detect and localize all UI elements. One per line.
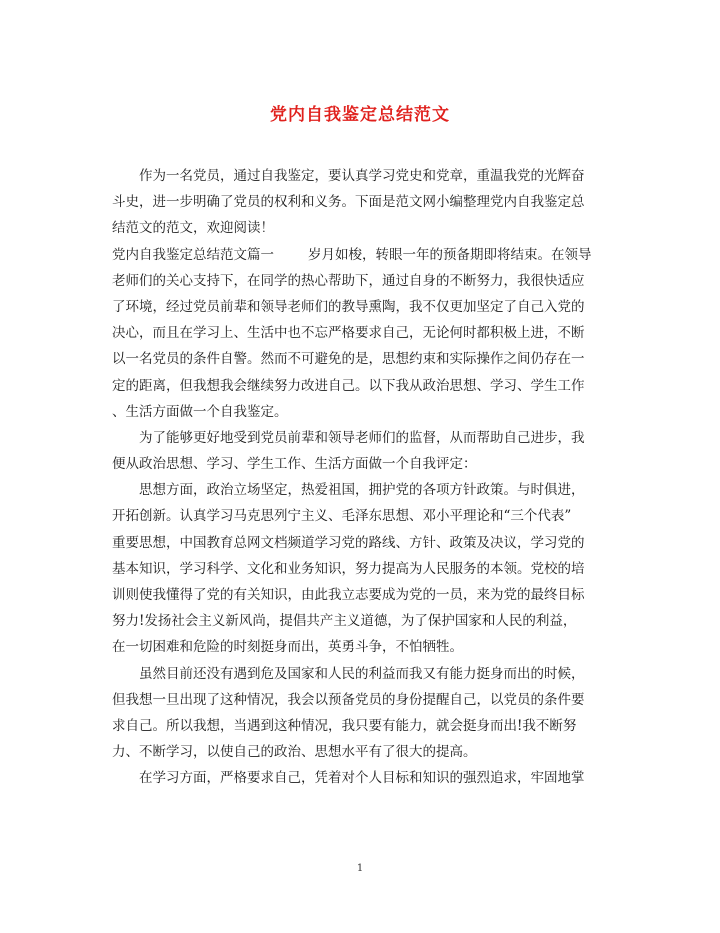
text-line [112, 189, 607, 215]
line-text: 党内自我鉴定总结范文篇一 [112, 246, 274, 263]
line-text: 了环境，经过党员前辈和领导老师们的教导熏陶，我不仅更加坚定了自己入党的 [112, 298, 585, 315]
text-line [112, 320, 607, 346]
line-text: 思想方面，政治立场坚定，热爱祖国，拥护党的各项方针政策。与时俱进， [139, 482, 585, 499]
line-text: 基本知识，学习科学、文化和业务知识，努力提高为人民服务的本领。党校的培 [112, 560, 585, 577]
text-line [112, 687, 607, 713]
text-line [112, 530, 607, 556]
document-title: 党内自我鉴定总结范文 [270, 105, 450, 125]
text-line [112, 294, 607, 320]
text-line [112, 556, 607, 582]
text-line [112, 765, 607, 791]
text-line [112, 477, 607, 503]
line-text: 求自己。所以我想，当遇到这种情况，我只要有能力，就会挺身而出!我不断努 [112, 717, 577, 734]
text-line [112, 425, 607, 451]
line-text-continued: 岁月如梭，转眼一年的预备期即将结束。在领导 [308, 246, 592, 263]
line-text: 但我想一旦出现了这种情况，我会以预备党员的身份提醒自己，以党员的条件要 [112, 691, 585, 708]
line-text: 便从政治思想、学习、学生工作、生活方面做一个自我评定： [112, 456, 477, 473]
text-line [112, 346, 607, 372]
line-text: 在一切困难和危险的时刻挺身而出，英勇斗争，不怕牺牲。 [112, 639, 463, 656]
line-text: 以一名党员的条件自警。然而不可避免的是，思想约束和实际操作之间仍存在一 [112, 351, 585, 368]
text-line [112, 739, 607, 765]
line-text: 结范文的范文，欢迎阅读！ [112, 220, 274, 237]
text-line [112, 399, 607, 425]
line-text: 训则使我懂得了党的有关知识，由此我立志要成为党的一员，来为党的最终目标 [112, 587, 585, 603]
line-text: 在学习方面，严格要求自己，凭着对个人目标和知识的强烈追求，牢固地掌 [139, 770, 585, 787]
line-text: 虽然目前还没有遇到危及国家和人民的利益而我又有能力挺身而出的时候， [139, 665, 585, 682]
text-line [112, 634, 607, 660]
line-text: 斗史，进一步明确了党员的权利和义务。下面是范文网小编整理党内自我鉴定总 [112, 194, 585, 211]
text-line [112, 713, 607, 739]
line-text: 决心，而且在学习上、生活中也不忘严格要求自己，无论何时都积极上进，不断 [112, 325, 585, 342]
document-body [112, 163, 607, 792]
text-line [112, 503, 607, 529]
line-text: 定的距离，但我想我会继续努力改进自己。以下我从政治思想、学习、学生工作 [112, 377, 585, 394]
line-text: 、生活方面做一个自我鉴定。 [112, 403, 288, 420]
page-number: 1 [356, 863, 364, 874]
text-line [112, 163, 607, 189]
line-text: 力、不断学习，以使自己的政治、思想水平有了很大的提高。 [112, 744, 477, 761]
line-text: 努力!发扬社会主义新风尚，提倡共产主义道德，为了保护国家和人民的利益， [112, 613, 577, 630]
line-text: 开拓创新。认真学习马克思列宁主义、毛泽东思想、邓小平理论和“三个代表” [112, 508, 572, 525]
line-text: 为了能够更好地受到党员前辈和领导老师们的监督，从而帮助自己进步，我 [139, 429, 585, 446]
line-text: 重要思想，中国教育总网文档频道学习党的路线、方针、政策及决议，学习党的 [112, 534, 585, 551]
text-line [112, 268, 607, 294]
text-line [112, 582, 607, 608]
text-line [112, 215, 607, 241]
text-line [112, 373, 607, 399]
text-line [112, 608, 607, 634]
text-line [112, 451, 607, 477]
text-line [112, 661, 607, 687]
line-text: 老师们的关心支持下，在同学的热心帮助下，通过自身的不断努力，我很快适应 [112, 272, 585, 289]
line-text: 作为一名党员，通过自我鉴定，要认真学习党史和党章，重温我党的光辉奋 [139, 168, 585, 184]
text-line [112, 242, 607, 268]
